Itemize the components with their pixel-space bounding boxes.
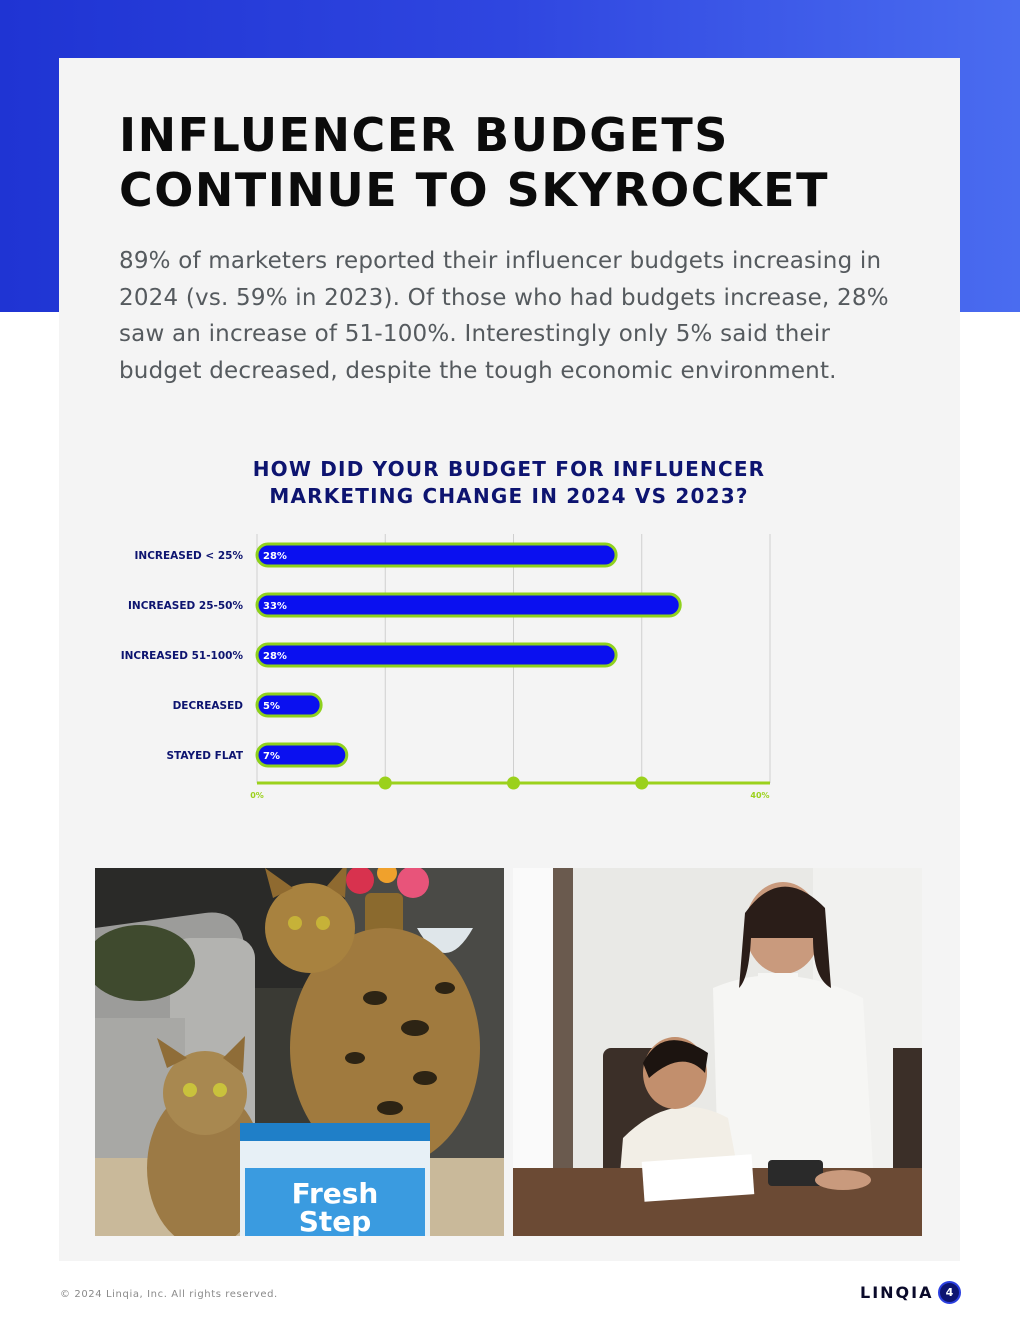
intro-paragraph: 89% of marketers reported their influencer budgets increasing in 2024 (vs. 59% in 2023). Of those who had budgets increase, 28% saw an increase of 51-100%. Interestingly only 5% said their budget decreased, despite the tough economic environment. (119, 248, 889, 384)
litter-brand-line-2: Step (298, 1205, 372, 1236)
bar-3 (257, 644, 616, 666)
category-label-5: STAYED FLAT (166, 750, 243, 762)
x-tick-label-end: 40% (750, 791, 770, 800)
bar-2 (257, 594, 680, 616)
category-label-3: INCREASED 51-100% (120, 650, 243, 662)
axis-dot-10 (379, 777, 392, 790)
category-label-1: INCREASED < 25% (134, 550, 243, 562)
photo-mother-and-son-at-table (513, 868, 922, 1236)
bar-value-label-2: 33% (263, 601, 287, 612)
bar-1 (257, 544, 616, 566)
bar-value-label-5: 7% (263, 751, 280, 762)
copyright-notice: © 2024 Linqia, Inc. All rights reserved. (60, 1289, 278, 1300)
axis-dot-30 (635, 777, 648, 790)
page-title-line-1: INFLUENCER BUDGETS (119, 108, 729, 162)
linqia-logo: LINQIA (860, 1283, 934, 1302)
bar-value-label-3: 28% (263, 651, 287, 662)
chart-title-line-1: HOW DID YOUR BUDGET FOR INFLUENCER (252, 457, 766, 481)
axis-dot-20 (507, 777, 520, 790)
budget-change-bar-chart (59, 58, 960, 818)
litter-brand-line-1: Fresh (291, 1177, 379, 1210)
content-card (59, 58, 960, 1261)
category-label-4: DECREASED (172, 700, 243, 712)
bar-value-label-1: 28% (263, 551, 287, 562)
bar-value-label-4: 5% (263, 701, 280, 712)
category-label-2: INCREASED 25-50% (128, 600, 243, 612)
x-tick-label-start: 0% (250, 791, 264, 800)
page-number-badge: 4 (938, 1281, 961, 1304)
photo-cats-with-litter-box (95, 868, 504, 1236)
chart-title-line-2: MARKETING CHANGE IN 2024 VS 2023? (269, 484, 749, 508)
page-title-line-2: CONTINUE TO SKYROCKET (119, 163, 829, 217)
